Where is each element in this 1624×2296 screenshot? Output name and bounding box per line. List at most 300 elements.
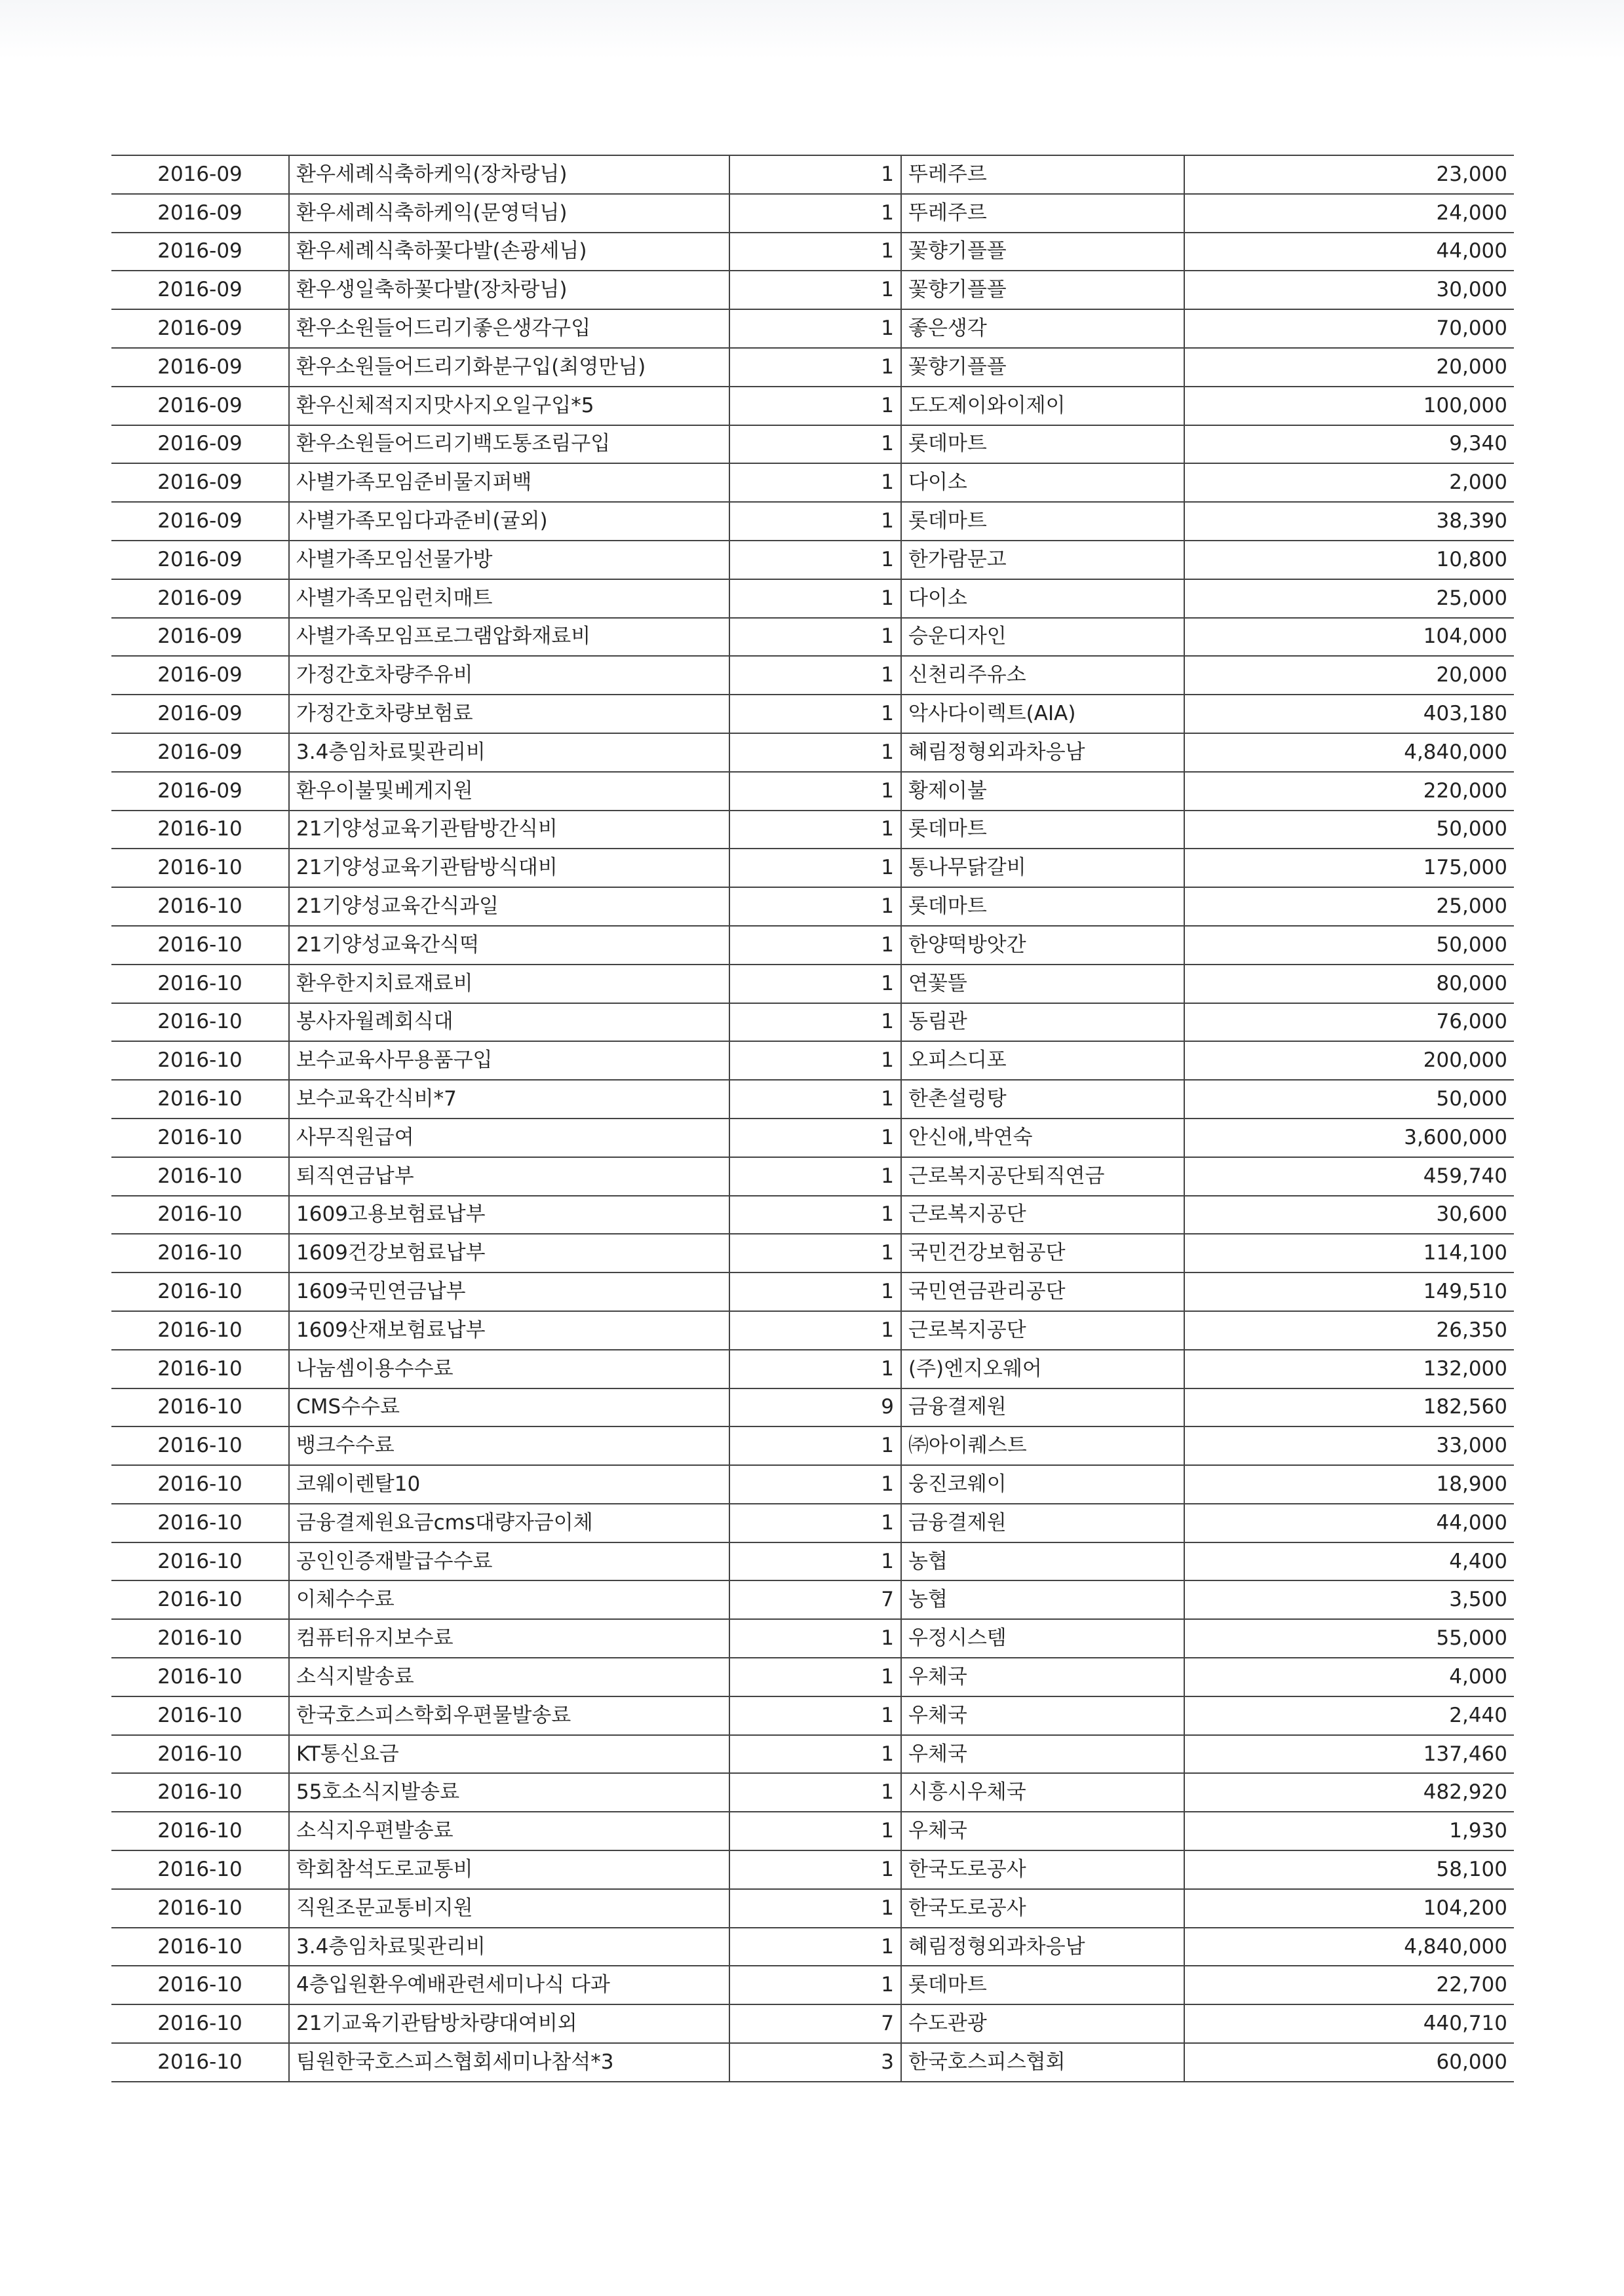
row-quantity: 1 (729, 1234, 901, 1272)
table-row (111, 965, 1514, 1003)
row-quantity: 1 (729, 1966, 901, 2004)
row-amount: 132,000 (1184, 1350, 1514, 1388)
row-date: 2016-10 (111, 1580, 289, 1619)
row-amount: 50,000 (1184, 926, 1514, 965)
row-vendor: 오피스디포 (901, 1041, 1184, 1080)
table-row (111, 1658, 1514, 1696)
row-vendor: 악사다이렉트(AIA) (901, 695, 1184, 733)
row-quantity: 1 (729, 1658, 901, 1696)
row-quantity: 1 (729, 733, 901, 772)
row-amount: 149,510 (1184, 1272, 1514, 1311)
row-vendor: 우체국 (901, 1658, 1184, 1696)
row-quantity: 1 (729, 1773, 901, 1812)
row-amount: 220,000 (1184, 772, 1514, 811)
row-vendor: 좋은생각 (901, 309, 1184, 348)
row-item: 가정간호차량주유비 (289, 656, 729, 695)
row-vendor: 동림관 (901, 1003, 1184, 1042)
row-vendor: 농협 (901, 1542, 1184, 1581)
row-date: 2016-10 (111, 1157, 289, 1196)
row-quantity: 1 (729, 194, 901, 233)
row-date: 2016-10 (111, 811, 289, 849)
row-amount: 26,350 (1184, 1311, 1514, 1350)
row-date: 2016-09 (111, 733, 289, 772)
row-quantity: 7 (729, 1580, 901, 1619)
row-amount: 104,000 (1184, 618, 1514, 657)
table-row (111, 1426, 1514, 1465)
row-item: 금융결제원요금cms대량자금이체 (289, 1504, 729, 1542)
row-date: 2016-09 (111, 695, 289, 733)
row-item: 봉사자월례회식대 (289, 1003, 729, 1042)
row-item: 사별가족모임런치매트 (289, 579, 729, 618)
row-item: 소식지우편발송료 (289, 1812, 729, 1850)
row-vendor: 시흥시우체국 (901, 1773, 1184, 1812)
table-row (111, 1388, 1514, 1427)
row-item: KT통신요금 (289, 1735, 729, 1774)
row-date: 2016-10 (111, 1504, 289, 1542)
table-row (111, 309, 1514, 348)
row-date: 2016-10 (111, 1928, 289, 1966)
row-item: 3.4층임차료및관리비 (289, 733, 729, 772)
row-vendor: 꽃향기플플 (901, 271, 1184, 309)
row-date: 2016-10 (111, 1850, 289, 1889)
row-vendor: 우체국 (901, 1696, 1184, 1735)
table-row (111, 1850, 1514, 1889)
row-amount: 76,000 (1184, 1003, 1514, 1042)
row-amount: 10,800 (1184, 541, 1514, 579)
row-vendor: 롯데마트 (901, 425, 1184, 464)
row-vendor: 우체국 (901, 1812, 1184, 1850)
row-quantity: 1 (729, 233, 901, 271)
row-quantity: 7 (729, 2004, 901, 2043)
row-date: 2016-10 (111, 2004, 289, 2043)
table-row (111, 1966, 1514, 2004)
row-amount: 44,000 (1184, 1504, 1514, 1542)
row-item: 사별가족모임선물가방 (289, 541, 729, 579)
row-quantity: 1 (729, 887, 901, 926)
row-date: 2016-10 (111, 1003, 289, 1042)
row-item: 환우생일축하꽃다발(장차랑님) (289, 271, 729, 309)
row-quantity: 1 (729, 811, 901, 849)
row-vendor: 한국호스피스협회 (901, 2043, 1184, 2082)
row-quantity: 1 (729, 1311, 901, 1350)
row-quantity: 1 (729, 1080, 901, 1119)
row-item: 한국호스피스학회우편물발송료 (289, 1696, 729, 1735)
row-date: 2016-09 (111, 348, 289, 387)
row-item: 환우소원들어드리기화분구입(최영만님) (289, 348, 729, 387)
table-row (111, 1041, 1514, 1080)
row-quantity: 1 (729, 618, 901, 657)
row-item: 뱅크수수료 (289, 1426, 729, 1465)
row-quantity: 1 (729, 1119, 901, 1157)
row-date: 2016-10 (111, 1119, 289, 1157)
row-amount: 60,000 (1184, 2043, 1514, 2082)
table-row (111, 1350, 1514, 1388)
table-row (111, 772, 1514, 811)
row-amount: 440,710 (1184, 2004, 1514, 2043)
row-date: 2016-09 (111, 463, 289, 502)
row-vendor: 안신애,박연숙 (901, 1119, 1184, 1157)
row-date: 2016-10 (111, 1080, 289, 1119)
table-row (111, 1272, 1514, 1311)
row-quantity: 1 (729, 1735, 901, 1774)
row-quantity: 1 (729, 1157, 901, 1196)
row-date: 2016-10 (111, 1658, 289, 1696)
row-vendor: 한국도로공사 (901, 1889, 1184, 1928)
table-row (111, 1196, 1514, 1234)
row-item: 환우소원들어드리기좋은생각구입 (289, 309, 729, 348)
row-quantity: 1 (729, 271, 901, 309)
row-vendor: 국민연금관리공단 (901, 1272, 1184, 1311)
row-date: 2016-10 (111, 887, 289, 926)
table-row (111, 1465, 1514, 1504)
row-date: 2016-10 (111, 1350, 289, 1388)
table-row (111, 194, 1514, 233)
row-vendor: 꽃향기플플 (901, 233, 1184, 271)
row-vendor: 농협 (901, 1580, 1184, 1619)
row-quantity: 1 (729, 1426, 901, 1465)
row-vendor: (주)엔지오웨어 (901, 1350, 1184, 1388)
row-amount: 2,000 (1184, 463, 1514, 502)
row-item: 4층입원환우예배관련세미나식 다과 (289, 1966, 729, 2004)
row-amount: 459,740 (1184, 1157, 1514, 1196)
row-quantity: 1 (729, 1041, 901, 1080)
table-row (111, 1080, 1514, 1119)
row-quantity: 1 (729, 1889, 901, 1928)
row-amount: 38,390 (1184, 502, 1514, 541)
row-quantity: 1 (729, 965, 901, 1003)
row-date: 2016-10 (111, 1889, 289, 1928)
table-row (111, 425, 1514, 464)
row-date: 2016-10 (111, 1272, 289, 1311)
row-amount: 18,900 (1184, 1465, 1514, 1504)
table-row (111, 1812, 1514, 1850)
row-vendor: 승운디자인 (901, 618, 1184, 657)
row-amount: 9,340 (1184, 425, 1514, 464)
row-amount: 482,920 (1184, 1773, 1514, 1812)
table-row (111, 1003, 1514, 1042)
row-item: 1609고용보험료납부 (289, 1196, 729, 1234)
row-amount: 1,930 (1184, 1812, 1514, 1850)
row-quantity: 1 (729, 1504, 901, 1542)
row-quantity: 1 (729, 1928, 901, 1966)
table-row (111, 1157, 1514, 1196)
row-amount: 44,000 (1184, 233, 1514, 271)
row-quantity: 1 (729, 1542, 901, 1581)
table-row (111, 733, 1514, 772)
row-item: CMS수수료 (289, 1388, 729, 1427)
row-vendor: 근로복지공단퇴직연금 (901, 1157, 1184, 1196)
row-amount: 3,600,000 (1184, 1119, 1514, 1157)
row-quantity: 1 (729, 849, 901, 887)
row-quantity: 1 (729, 926, 901, 965)
table-row (111, 695, 1514, 733)
row-quantity: 1 (729, 463, 901, 502)
row-vendor: 다이소 (901, 579, 1184, 618)
row-date: 2016-10 (111, 1041, 289, 1080)
row-amount: 58,100 (1184, 1850, 1514, 1889)
table-row (111, 1889, 1514, 1928)
row-item: 환우소원들어드리기백도통조림구입 (289, 425, 729, 464)
row-vendor: 근로복지공단 (901, 1196, 1184, 1234)
row-amount: 403,180 (1184, 695, 1514, 733)
row-vendor: 국민건강보험공단 (901, 1234, 1184, 1272)
row-quantity: 1 (729, 695, 901, 733)
row-date: 2016-10 (111, 1812, 289, 1850)
row-amount: 70,000 (1184, 309, 1514, 348)
row-date: 2016-10 (111, 965, 289, 1003)
row-amount: 33,000 (1184, 1426, 1514, 1465)
row-quantity: 1 (729, 1003, 901, 1042)
row-date: 2016-09 (111, 772, 289, 811)
row-date: 2016-09 (111, 387, 289, 425)
table-row (111, 1234, 1514, 1272)
row-vendor: 한가람문고 (901, 541, 1184, 579)
row-amount: 22,700 (1184, 1966, 1514, 2004)
row-item: 1609건강보험료납부 (289, 1234, 729, 1272)
row-date: 2016-10 (111, 2043, 289, 2082)
row-amount: 25,000 (1184, 887, 1514, 926)
row-amount: 80,000 (1184, 965, 1514, 1003)
row-amount: 55,000 (1184, 1619, 1514, 1658)
row-vendor: 혜림정형외과차응남 (901, 1928, 1184, 1966)
row-date: 2016-09 (111, 194, 289, 233)
row-item: 21기교육기관탐방차량대여비외 (289, 2004, 729, 2043)
row-date: 2016-09 (111, 271, 289, 309)
row-item: 사무직원급여 (289, 1119, 729, 1157)
row-quantity: 9 (729, 1388, 901, 1427)
row-item: 21기양성교육기관탐방간식비 (289, 811, 729, 849)
row-vendor: 다이소 (901, 463, 1184, 502)
row-vendor: 한국도로공사 (901, 1850, 1184, 1889)
row-date: 2016-09 (111, 656, 289, 695)
row-amount: 3,500 (1184, 1580, 1514, 1619)
table-row (111, 618, 1514, 657)
row-item: 21기양성교육간식떡 (289, 926, 729, 965)
row-vendor: 꽃향기플플 (901, 348, 1184, 387)
ledger-body (111, 155, 1514, 2082)
row-quantity: 1 (729, 425, 901, 464)
table-row (111, 155, 1514, 194)
row-vendor: 뚜레주르 (901, 155, 1184, 194)
row-item: 환우세례식축하케익(문영덕님) (289, 194, 729, 233)
row-item: 3.4층임차료및관리비 (289, 1928, 729, 1966)
row-vendor: 뚜레주르 (901, 194, 1184, 233)
row-amount: 100,000 (1184, 387, 1514, 425)
row-vendor: 롯데마트 (901, 887, 1184, 926)
row-item: 사별가족모임준비물지퍼백 (289, 463, 729, 502)
row-date: 2016-10 (111, 1465, 289, 1504)
row-date: 2016-10 (111, 1696, 289, 1735)
row-quantity: 1 (729, 387, 901, 425)
row-item: 직원조문교통비지원 (289, 1889, 729, 1928)
table-row (111, 1580, 1514, 1619)
row-quantity: 1 (729, 309, 901, 348)
table-row (111, 271, 1514, 309)
row-item: 환우이불및베게지원 (289, 772, 729, 811)
row-quantity: 1 (729, 155, 901, 194)
row-vendor: ㈜아이퀘스트 (901, 1426, 1184, 1465)
table-row (111, 1311, 1514, 1350)
row-vendor: 웅진코웨이 (901, 1465, 1184, 1504)
row-date: 2016-09 (111, 233, 289, 271)
row-item: 학회참석도로교통비 (289, 1850, 729, 1889)
row-item: 55호소식지발송료 (289, 1773, 729, 1812)
row-item: 사별가족모임프로그램압화재료비 (289, 618, 729, 657)
row-vendor: 롯데마트 (901, 502, 1184, 541)
row-date: 2016-10 (111, 1388, 289, 1427)
table-row (111, 463, 1514, 502)
row-amount: 4,000 (1184, 1658, 1514, 1696)
row-date: 2016-09 (111, 425, 289, 464)
table-row (111, 233, 1514, 271)
row-item: 환우세례식축하케익(장차랑님) (289, 155, 729, 194)
table-row (111, 541, 1514, 579)
row-vendor: 황제이불 (901, 772, 1184, 811)
row-amount: 50,000 (1184, 1080, 1514, 1119)
row-item: 1609산재보험료납부 (289, 1311, 729, 1350)
row-item: 코웨이렌탈10 (289, 1465, 729, 1504)
row-date: 2016-09 (111, 618, 289, 657)
row-amount: 30,000 (1184, 271, 1514, 309)
row-item: 1609국민연금납부 (289, 1272, 729, 1311)
table-row (111, 2043, 1514, 2082)
row-quantity: 1 (729, 1812, 901, 1850)
row-quantity: 1 (729, 1350, 901, 1388)
row-date: 2016-09 (111, 502, 289, 541)
table-row (111, 1696, 1514, 1735)
row-quantity: 1 (729, 1696, 901, 1735)
row-vendor: 우체국 (901, 1735, 1184, 1774)
row-vendor: 한양떡방앗간 (901, 926, 1184, 965)
row-quantity: 1 (729, 656, 901, 695)
row-item: 보수교육간식비*7 (289, 1080, 729, 1119)
row-vendor: 연꽃뜰 (901, 965, 1184, 1003)
row-vendor: 신천리주유소 (901, 656, 1184, 695)
row-vendor: 통나무닭갈비 (901, 849, 1184, 887)
row-date: 2016-10 (111, 1542, 289, 1581)
row-item: 퇴직연금납부 (289, 1157, 729, 1196)
row-quantity: 1 (729, 348, 901, 387)
row-item: 환우한지치료재료비 (289, 965, 729, 1003)
row-date: 2016-10 (111, 926, 289, 965)
row-amount: 182,560 (1184, 1388, 1514, 1427)
table-row (111, 811, 1514, 849)
table-row (111, 387, 1514, 425)
table-row (111, 502, 1514, 541)
row-item: 팀원한국호스피스협회세미나참석*3 (289, 2043, 729, 2082)
row-amount: 104,200 (1184, 1889, 1514, 1928)
row-date: 2016-10 (111, 849, 289, 887)
row-quantity: 3 (729, 2043, 901, 2082)
table-row (111, 1773, 1514, 1812)
row-item: 컴퓨터유지보수료 (289, 1619, 729, 1658)
table-row (111, 849, 1514, 887)
table-row (111, 926, 1514, 965)
row-amount: 25,000 (1184, 579, 1514, 618)
row-vendor: 롯데마트 (901, 811, 1184, 849)
table-row (111, 2004, 1514, 2043)
row-item: 환우세례식축하꽃다발(손광세님) (289, 233, 729, 271)
row-vendor: 혜림정형외과차응남 (901, 733, 1184, 772)
table-row (111, 1504, 1514, 1542)
row-quantity: 1 (729, 579, 901, 618)
row-quantity: 1 (729, 1272, 901, 1311)
row-amount: 4,400 (1184, 1542, 1514, 1581)
table-row (111, 1619, 1514, 1658)
row-quantity: 1 (729, 1465, 901, 1504)
table-row (111, 1542, 1514, 1581)
table-row (111, 656, 1514, 695)
row-quantity: 1 (729, 772, 901, 811)
row-item: 보수교육사무용품구입 (289, 1041, 729, 1080)
row-amount: 137,460 (1184, 1735, 1514, 1774)
row-item: 가정간호차량보험료 (289, 695, 729, 733)
row-date: 2016-10 (111, 1426, 289, 1465)
row-date: 2016-10 (111, 1311, 289, 1350)
row-item: 나눔셈이용수수료 (289, 1350, 729, 1388)
row-amount: 20,000 (1184, 348, 1514, 387)
row-vendor: 도도제이와이제이 (901, 387, 1184, 425)
row-amount: 200,000 (1184, 1041, 1514, 1080)
row-amount: 30,600 (1184, 1196, 1514, 1234)
row-amount: 4,840,000 (1184, 733, 1514, 772)
row-quantity: 1 (729, 541, 901, 579)
row-amount: 4,840,000 (1184, 1928, 1514, 1966)
row-date: 2016-10 (111, 1966, 289, 2004)
table-row (111, 348, 1514, 387)
row-item: 사별가족모임다과준비(귤외) (289, 502, 729, 541)
row-vendor: 금융결제원 (901, 1388, 1184, 1427)
row-vendor: 수도관광 (901, 2004, 1184, 2043)
row-amount: 20,000 (1184, 656, 1514, 695)
row-date: 2016-10 (111, 1619, 289, 1658)
row-item: 공인인증재발급수수료 (289, 1542, 729, 1581)
row-quantity: 1 (729, 1619, 901, 1658)
row-amount: 114,100 (1184, 1234, 1514, 1272)
row-date: 2016-10 (111, 1234, 289, 1272)
row-date: 2016-09 (111, 309, 289, 348)
row-quantity: 1 (729, 1196, 901, 1234)
row-quantity: 1 (729, 1850, 901, 1889)
row-vendor: 롯데마트 (901, 1966, 1184, 2004)
row-date: 2016-10 (111, 1196, 289, 1234)
row-vendor: 근로복지공단 (901, 1311, 1184, 1350)
row-amount: 175,000 (1184, 849, 1514, 887)
row-item: 환우신체적지지맛사지오일구입*5 (289, 387, 729, 425)
row-amount: 50,000 (1184, 811, 1514, 849)
row-amount: 2,440 (1184, 1696, 1514, 1735)
table-row (111, 1928, 1514, 1966)
table-row (111, 887, 1514, 926)
row-vendor: 한촌설렁탕 (901, 1080, 1184, 1119)
row-vendor: 금융결제원 (901, 1504, 1184, 1542)
row-amount: 24,000 (1184, 194, 1514, 233)
row-item: 소식지발송료 (289, 1658, 729, 1696)
row-item: 이체수수료 (289, 1580, 729, 1619)
row-date: 2016-09 (111, 541, 289, 579)
row-item: 21기양성교육기관탐방식대비 (289, 849, 729, 887)
row-date: 2016-10 (111, 1773, 289, 1812)
row-date: 2016-09 (111, 155, 289, 194)
row-amount: 23,000 (1184, 155, 1514, 194)
table-row (111, 1735, 1514, 1774)
row-item: 21기양성교육간식과일 (289, 887, 729, 926)
row-vendor: 우정시스템 (901, 1619, 1184, 1658)
row-quantity: 1 (729, 502, 901, 541)
table-row (111, 1119, 1514, 1157)
row-date: 2016-09 (111, 579, 289, 618)
table-row (111, 579, 1514, 618)
